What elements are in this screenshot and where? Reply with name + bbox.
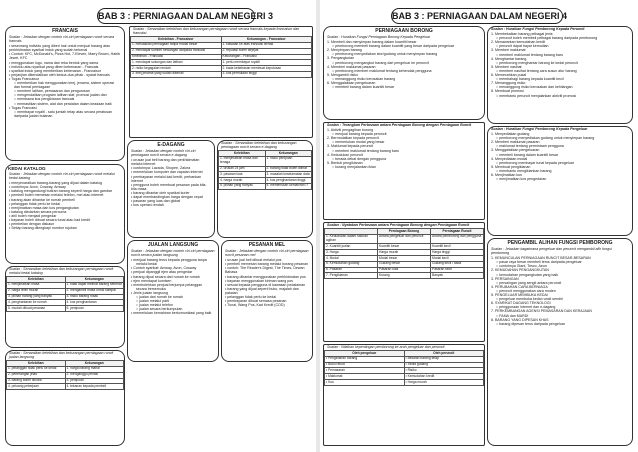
table	[6, 360, 124, 390]
section-heading: PESANAN MEL	[248, 242, 286, 248]
table-cell: 2. menganggu privasi	[65, 372, 124, 378]
list-item: ○ persaingan yang sengit antara peruncit	[496, 280, 562, 285]
table-row	[325, 234, 484, 244]
list-item: • contoh: The Reader's Digest, The Times, Dewan Bahasa	[225, 266, 305, 275]
list-item: ○ membantu mengiklankan barang	[496, 168, 552, 173]
table-cell: 3. pilihan barang yang banyak	[7, 294, 66, 300]
list-item: • dapat membandingkan harga dengan cepat	[131, 195, 203, 200]
list-item: • katalog diedarkan secara percuma	[9, 209, 67, 214]
question-text: Soalan : Huraikan Fungsi Perniagaan Borong Kepada Pengeluar	[327, 35, 431, 39]
table-cell: 2. risiko kegagalan rendah	[131, 66, 222, 72]
table-cell: 3. Harga	[325, 250, 378, 256]
question-text: Soalan : Terangkan Perbezaan antara Perniagaan Borong dengan Perniagaan Runcit	[327, 123, 472, 127]
list-item: 6. Memecahkan pukal	[491, 73, 527, 78]
table-cell: • Pemasaran	[325, 368, 405, 374]
list-item: 1. Membekalkan barang pelbagai jenis	[491, 32, 553, 37]
list-item: 7. PERKEMBANGAN AGENSI PEMASARAN DAN KERAJAAN	[491, 309, 592, 314]
list-item: • bayaran boleh dibuat secara tunai atau kad kredit	[9, 218, 90, 223]
table-cell: 5. pilihan yang banyak	[219, 183, 266, 189]
list-item: ○ jualan melalui telefon	[136, 303, 173, 308]
table-cell: Pasaran kecil	[431, 267, 484, 273]
list-item: • kos operasi rendah	[131, 203, 164, 208]
page-title: BAB 3 : PERNIAGAAN DALAM NEGERI 4	[391, 8, 563, 24]
list-item: ○ barang dipesan terus daripada pengeluar	[496, 321, 565, 326]
list-item: ○ pemborong mengangkut barang dari pengeluar ke peruncit	[332, 60, 429, 65]
pesanan-mel-box	[221, 240, 313, 362]
question-text: Soalan : Jelaskan dengan contoh ciri-ciri perniagaan runcit melalui kedai katalog	[9, 172, 115, 181]
list-item: • barang akan dihantar ke rumah pembeli	[9, 197, 75, 202]
table-cell: 2. penerangan jelas	[7, 372, 66, 378]
table-cell: Antara pemborong dan pengguna	[431, 234, 484, 244]
list-item: 5. Mengambil risiko	[327, 72, 358, 77]
list-item: • pelanggan tidak perlu ke kedai	[225, 295, 277, 300]
list-item: 6. Menggalakkan pengeluaran	[327, 81, 376, 86]
katalog-box	[5, 164, 125, 264]
list-item: 2. Bermodalkan kepada peruncit	[327, 136, 379, 141]
question-text: Soalan : Jelaskan dengan contoh ciri-ciri perniagaan runcit secara jualan langsung	[131, 249, 215, 258]
list-item: ○ mengendalikan program latihan staf, promosi jualan dan	[14, 93, 107, 98]
perniagaan-borong-box	[323, 26, 485, 120]
column-header: Kekurangan	[65, 277, 124, 283]
table-cell: • Kemudahan kredit	[404, 374, 484, 380]
list-item: 4. Menghantar barang	[491, 56, 527, 61]
question-text: Soalan : Jelaskan dengan contoh ciri-ciri perniagaan runcit secara e-dagang	[131, 149, 196, 158]
table-cell: Kekurangan - Francaisi	[221, 54, 312, 60]
list-item: • pengguna boleh membuat pesanan pada bila-bila masa	[131, 182, 207, 191]
column-header: Oleh pengeluar	[325, 351, 405, 357]
katalog-table-box	[5, 266, 125, 348]
table-cell: 2. reputasi boleh terjejas	[221, 48, 312, 54]
question-text: Soalan : Senaraikan kelebihan dan kekurangan perniagaan runcit secara e-dagang	[221, 141, 297, 150]
bullet-list	[488, 32, 632, 98]
table-cell: • Bekalan barang tetap	[404, 356, 484, 362]
list-item: ○ jualan dari rumah ke rumah	[136, 295, 183, 300]
list-item: • barang dihantar oleh syarikat kurier	[131, 190, 190, 195]
table-cell: 3. imej jenama yang sudah dikenali	[131, 71, 222, 77]
list-item: ○ menanggung risiko kerosakan barang	[332, 76, 396, 81]
table-cell: 2. harga lebih murah	[7, 288, 66, 294]
table-cell: 5. mudah dibuat pesanan	[7, 306, 66, 312]
table-cell: 1. menjimatkan masa	[7, 282, 66, 288]
perbezaan-table-box	[323, 222, 485, 342]
table-cell: • Harga murah	[404, 380, 484, 386]
list-item: • ejen mendapat komisen	[131, 278, 172, 283]
fungsi-peruncit-box	[487, 26, 633, 124]
table-cell: 2. barang tidak boleh dilihat	[265, 166, 312, 172]
table-cell: 4. kos penghantaran tinggi	[265, 178, 312, 184]
bullet-list	[128, 158, 214, 207]
comparison-table	[324, 228, 484, 279]
table-cell: Harga tinggi	[431, 250, 484, 256]
list-item: ○ penggunaan internet dan e-dagang	[496, 305, 556, 310]
list-item: • barang dihantar menggunakan perkhidmatan pos	[225, 274, 306, 279]
bullet-list	[324, 40, 484, 89]
column-header: Perniagaan Borong	[378, 229, 431, 235]
bullet-list	[222, 258, 312, 307]
table-cell: • Buku rekod	[325, 362, 405, 368]
list-item: 4. Menyediakan modal	[491, 156, 528, 161]
list-item: • pelanggan tidak perlu ke kedai	[9, 201, 61, 206]
column-header: Kelebihan	[7, 361, 66, 367]
francais-box	[5, 26, 125, 161]
question-text: Soalan : Nilaikan kepentingan pemborong ke arah pengeluar dan peruncit	[327, 345, 445, 349]
list-item: • pembayaran melalui kad kredit, perbankan internet	[131, 174, 202, 183]
page-bab3-4	[321, 4, 633, 448]
list-item: ○ FAMA dan MARDI	[496, 313, 529, 318]
list-item: 8. BARANG YANG DIPESAN KHAS	[491, 317, 549, 322]
table-cell: 2. mengambil masa untuk sampai	[65, 288, 124, 294]
list-item: • syarikat induk yang memberikan kebenaran - Francaisor	[9, 68, 101, 73]
list-item: • Tugas Francaisor	[9, 76, 40, 81]
section-heading: E-DAGANG	[157, 142, 185, 148]
table-cell: Harga murah	[378, 250, 431, 256]
table-cell: • Risiko	[404, 368, 484, 374]
list-item: 2. KEMUDAHAN PENGANGKUTAN	[491, 268, 549, 273]
list-item: • Tugas Francaisi	[9, 105, 37, 110]
list-item: ○ membeli barang dalam kuantiti besar	[496, 152, 559, 157]
table-cell: • Pengedaran barang	[325, 356, 405, 362]
table-cell: 1. risiko penipuan	[265, 156, 312, 166]
list-item: daripada jualan bulanan	[14, 113, 53, 118]
column-header: Perniagaan Runcit	[431, 229, 484, 235]
list-item: 3. Menggalakkan pengeluaran	[491, 148, 540, 153]
list-item: ○ pasar raya besar membeli terus daripada pengeluar	[496, 260, 582, 265]
list-item: ○ membeli barang dalam kuantiti besar	[332, 85, 395, 90]
table-cell: 4. tekanan kepada pembeli	[65, 384, 124, 390]
table-cell: 4. penghantaran ke rumah	[7, 300, 66, 306]
table-cell: 5. Kemudahan gudang	[325, 261, 378, 267]
table-cell: Pasaran luas	[378, 267, 431, 273]
list-item: 5. PENGELUAR MEMBUKA KEDAI	[491, 293, 548, 298]
list-item: • perjanjian dikendalikan oleh kedua-dua pihak - syarat francais	[9, 72, 110, 77]
question-text: Soalan : Jelaskan dengan contoh ciri-ciri perniagaan runcit pesanan mel	[225, 249, 309, 258]
table-cell: 1. tidak dapat melihat barang sebenar	[66, 282, 122, 287]
list-item: ○ jualan secara berkumpulan	[136, 307, 183, 312]
list-item: • ahli boleh menjadi pengedar	[9, 213, 57, 218]
list-item: 2. Memberi maklumat pasaran	[491, 140, 540, 145]
list-item: ○ peruncit boleh membeli pelbagai barang daripada pemborong	[496, 36, 598, 41]
list-item: ○ pemborong membayar tunai kepada pengeluar	[496, 160, 574, 165]
list-item: ○ memastikan sistem, alat dan peralatan dalam keadaan baik	[14, 101, 112, 106]
list-item: ○ memerlukan modal yang besar	[332, 140, 385, 145]
table-cell: 2. urusan 24 jam	[219, 166, 266, 172]
table-cell: Kuantiti besar	[378, 244, 431, 250]
list-item: ○ memberi maklumat tentang barang baru	[332, 148, 400, 153]
table-cell: 1. pelanggan tidak perlu ke kedai	[7, 366, 66, 372]
list-item: • membolehkan penjual berjumpa pelanggan	[131, 282, 203, 287]
column-header: Kekurangan - Francaisor	[221, 37, 312, 43]
list-item: ○ menjual barang kepada peruncit	[332, 132, 387, 137]
list-item: • seseorang individu yang diberi hak untuk menjual barang atau	[9, 44, 111, 49]
question-text: Soalan : Jelaskan bagaimana pengeluar dan peruncit mengambil alih fungsi pemborong	[491, 247, 612, 256]
list-item: 5. Membuat pengiklanan	[491, 164, 531, 169]
list-item: 8. Membuat promosi	[491, 89, 524, 94]
table-row	[219, 183, 312, 189]
table-cell: Antara pengeluar dan peruncit	[378, 234, 431, 244]
list-item: • Tunai, Wang Pos, Kad Kredit (COD)	[225, 303, 285, 308]
list-item: 4. Memberi maklumat pasaran	[327, 64, 376, 69]
column-header: Kelebihan	[7, 277, 66, 283]
list-item: • contohnya: Lazada, Shopee, Zalora	[131, 166, 191, 171]
table-row	[325, 380, 484, 386]
fungsi-pengeluar-box	[487, 126, 633, 236]
list-item: ○ kurang menjalankan iklan	[332, 164, 376, 169]
list-item: ○ maklumat tentang permintaan pengguna	[496, 144, 564, 149]
table	[324, 350, 484, 386]
table-cell: 6. Pasaran	[325, 267, 378, 273]
table-cell: 1. perlu membayar royalti	[221, 60, 312, 66]
edagang-box	[127, 140, 215, 238]
list-item: 3. PERSAINGAN	[491, 276, 519, 281]
table-cell: 3. barang boleh dicuba	[7, 378, 66, 384]
francais-table-box	[129, 26, 313, 138]
list-item: ○ menanggung risiko kerosakan dan kehilangan	[496, 85, 573, 90]
table-cell: 1. harga barang mahal	[65, 366, 124, 372]
list-item: 3. Pengangkutan	[327, 56, 355, 61]
question-text: Soalan : Nyatakan Perbezaan antara Perniagaan Borong dengan Perniagaan Runcit	[327, 223, 470, 227]
list-item: ○ pemborong menyediakan gudang untuk menyimpan barang	[496, 136, 595, 141]
table-cell: Modal besar	[378, 256, 431, 262]
list-item: perkhidmatan syarikat induk yang sudah terkenal	[9, 48, 88, 53]
table-cell: 7. Pengiklanan	[325, 273, 378, 279]
perbezaan-box	[323, 122, 485, 220]
bullet-list	[488, 256, 632, 326]
question-text: Soalan : Senaraikan kelebihan dan kekurangan perniagaan runcit secara francais kepada francaisor dan francaisi	[133, 27, 300, 36]
section-heading: PERNIAGAAN BORONG	[375, 28, 433, 34]
pros-cons-table	[6, 276, 124, 312]
kepentingan-box	[323, 344, 485, 446]
table	[324, 228, 484, 279]
section-heading: FRANCAIS	[52, 28, 78, 34]
table-cell: • Kos	[325, 380, 405, 386]
list-item: • Contoh: KFC, McDonald's, Pizza Hut, 7-Eleven, Marry Brown, Habib Jewel, KFC	[9, 52, 120, 61]
table-cell: 1. meluaskan perniagaan tanpa modal besar	[131, 42, 222, 48]
list-item: 1. KEMUNCULAN PERNIAGAAN RUNCIT BESAR-BESARAN	[491, 256, 591, 261]
table	[6, 276, 124, 312]
table-cell: 1. kawalan ke atas francaisi terhad	[221, 42, 312, 48]
list-item: ○ membayar royalti - satu jumlah tetap atau secara peratusan	[14, 109, 113, 114]
list-item: ○ contohnya Giant, Tesco, Aeon	[496, 264, 547, 269]
table	[130, 36, 312, 78]
list-item: ○ menjimatkan kos pengedaran	[496, 177, 547, 182]
list-item: • pembeli memesan barang melalui borang pesanan	[225, 262, 309, 267]
jualan-langsung-table-box	[5, 350, 125, 446]
list-item: 4. PERUBAHAN CARA BERNIAGA	[491, 284, 548, 289]
table-cell: 1. menjimatkan masa dan tenaga	[219, 156, 266, 166]
list-item: ○ memberi maklumat tentang barang baru	[496, 52, 564, 57]
table-row	[325, 273, 484, 279]
list-item: • Setiap barang dilengkapi nombor rujukan	[9, 226, 77, 231]
table-cell: 4. peluang pekerjaan	[7, 384, 66, 390]
table-cell: Kurang	[378, 273, 431, 279]
table-cell: • Sedia gudang	[404, 362, 484, 368]
list-item: • contohnya: Avon, Cosway, Amway	[9, 185, 66, 190]
list-item: • barang yang dijual seperti buku, majalah dan pakaian	[225, 286, 299, 295]
table-cell: 4. harga murah	[219, 178, 266, 184]
table-row	[219, 156, 312, 166]
table-cell: 5. memerlukan kemahiran IT	[265, 183, 312, 189]
table-cell: 2. tiada kebebasan membuat keputusan	[221, 66, 312, 72]
list-item: 5. Bentuk pengiklanan	[327, 160, 363, 165]
list-item: • memerlukan komputer dan capaian internet	[131, 170, 203, 175]
list-item: • menjimatkan masa dan kos pengangkutan	[9, 205, 79, 210]
jualan-langsung-box	[127, 240, 219, 362]
column-header: Kekurangan	[265, 151, 312, 157]
list-item: ○ membantu peruncit menjalankan aktiviti promosi	[496, 93, 577, 98]
list-item: ○ berada dekat dengan pengguna	[332, 156, 387, 161]
list-item: 5. Memberi nasihat	[491, 64, 522, 69]
column-header: Kelebihan	[219, 151, 266, 157]
list-item: • penjual dipanggil ejen atau pengedar	[131, 270, 193, 275]
section-heading: PENGAMBIL ALIHAN FUNGSI PEMBORONG	[507, 240, 613, 246]
list-item: ○ pemborong membeli barang dalam kuantiti yang besar daripada pengeluar	[332, 44, 455, 49]
list-item: ○ membawa kos pengiklanan francais	[14, 97, 75, 102]
list-item: • memerlukan kemahiran berkomunikasi yang baik	[131, 311, 212, 316]
table	[218, 150, 312, 190]
list-item: ○ pemborong menyediakan stor/gudang untuk menyimpan barang	[332, 52, 438, 57]
list-item: 1. Membeli dan menyimpan barang dalam kuantiti besar	[327, 40, 417, 45]
table-cell: 3. risiko barang rosak	[65, 294, 124, 300]
table-row	[131, 71, 312, 77]
table-row	[7, 306, 124, 312]
pros-cons-table	[6, 360, 124, 390]
list-item: dan format perniagaan	[14, 85, 51, 90]
bullet-list	[488, 132, 632, 181]
table-cell: 2. mendapat sumber kewangan daripada francaisi	[131, 48, 222, 54]
list-item: 3. Memberi maklumat	[491, 48, 526, 53]
list-item: ○ kemudahan pengangkutan yang baik	[496, 272, 559, 277]
column-header: Kekurangan	[65, 361, 124, 367]
question-text: Soalan : Senaraikan kelebihan dan kekurangan perniagaan runcit jualan langsung	[9, 351, 114, 360]
pros-cons-table	[218, 150, 312, 190]
list-item: • pembelian dengan diskaun	[9, 222, 55, 227]
table-cell: Modal kecil	[431, 256, 484, 262]
list-item: • menjual barang terus kepada pengguna tanpa	[131, 258, 207, 263]
list-item: ○ jualan melalui parti	[136, 299, 170, 304]
list-item: • Jenis jualan langsung	[131, 290, 168, 295]
table-cell: 1. Kedudukan dalam saluran agihan	[325, 234, 378, 244]
list-item: • barang dijual secara dari rumah ke rumah	[131, 274, 200, 279]
list-item: • pembeli boleh memesan melalui telefon, mel atau internet	[9, 193, 104, 198]
table-cell: 3. pasaran luas	[219, 172, 266, 178]
bullet-list	[324, 128, 484, 169]
page-title: BAB 3 : PERNIAGAAN DALAM NEGERI 3	[97, 8, 255, 24]
list-item: 6. SYARIKAT DAGANG TEKNOLOGI	[491, 301, 551, 306]
list-item: • katalog mengandungi butiran barang seperti harga dan gambar	[9, 189, 112, 194]
list-item: ○ memberi latihan, pemasaran dan pengurusan	[14, 89, 90, 94]
page-gutter	[316, 0, 320, 452]
list-item: ○ peruncit menggunakan cara moden	[496, 288, 556, 293]
table-cell: 3. penipuan	[65, 378, 124, 384]
section-heading: JUALAN LANGSUNG	[147, 242, 199, 248]
list-item: ○ peruncit dapat bayar kemudian	[496, 44, 549, 49]
list-item: • urusan jual beli barang dan perkhidmatan melalui internet	[131, 158, 200, 167]
table-cell: Kelebihan - Francaisi	[131, 54, 222, 60]
table-cell: Kuantiti kecil	[431, 244, 484, 250]
column-header: Oleh peruncit	[404, 351, 484, 357]
list-item: ○ memberi nasihat tentang cara susun atur barang	[496, 68, 577, 73]
list-item: • sesuai kepada pengguna di kawasan pedalaman	[225, 282, 306, 287]
question-text: Soalan : Huraikan Fungsi Pemborong Kepada Peruncit	[491, 27, 585, 31]
list-item: melalui kedai	[136, 262, 157, 267]
table-cell: • Maklumat	[325, 374, 405, 380]
bullet-list	[128, 258, 218, 315]
question-text: Soalan : Huraikan Fungsi Pemborong Kepada Pengeluar	[491, 127, 588, 131]
table-row	[7, 384, 124, 390]
list-item: 2. Menyimpan barang	[327, 48, 362, 53]
list-item: • individu atau syarikat yang diberi kebenaran - Francais	[9, 64, 99, 69]
list-item: 3. Maklumat kepada peruncit	[327, 144, 374, 149]
pros-cons-table	[324, 350, 484, 386]
bullet-list	[6, 44, 124, 118]
table-cell: Gudang kecil / tiada	[431, 261, 484, 267]
column-header: Kelebihan - Francaisor	[131, 37, 222, 43]
table-cell: 5. penipuan	[65, 306, 124, 312]
list-item: • pasaran yang luas dan global	[131, 199, 181, 204]
list-item: 1. Menyediakan gudang	[491, 132, 530, 137]
list-item: 6. Menjimatkan kos	[491, 173, 522, 178]
question-text: Soalan : Jelaskan dengan contoh ciri-ciri perniagaan runcit secara francais	[9, 35, 115, 44]
list-item: ○ pemborong memberi maklumat tentang kehendak pengguna	[332, 68, 432, 73]
table-cell: Gudang besar	[378, 261, 431, 267]
table-cell: Banyak	[431, 273, 484, 279]
list-item: ○ memberikan hak menggunakan imej, jenama, sistem operasi	[14, 81, 115, 86]
list-item: ○ membahagi barang kepada kuantiti kecil	[496, 77, 564, 82]
list-item: • bayaran menggunakan kiriman wang pos	[225, 278, 293, 283]
pros-cons-table	[130, 36, 312, 78]
question-text: Soalan : Senaraikan kelebihan dan kekurangan perniagaan runcit melalui kedai katalog	[9, 267, 114, 276]
list-item: ○ pengeluar membuka kedai runcit sendiri	[496, 297, 563, 302]
list-item: • Contoh syarikat: Amway, Avon, Cosway	[131, 266, 197, 271]
bullet-list	[6, 181, 124, 230]
list-item: 1. Aktiviti pengagihan borong	[327, 128, 374, 133]
table-cell: 4. kos penghantaran	[65, 300, 124, 306]
list-item: secara bersemuka	[136, 286, 166, 291]
list-item: 2. Menawarkan kemudahan kredit	[491, 40, 546, 45]
list-item: • urusan jual beli dibuat melalui pos	[225, 258, 282, 263]
table-cell: 4. Modal	[325, 256, 378, 262]
page-bab3-3	[3, 4, 315, 448]
list-item: • pembayaran dibuat semasa pesanan	[225, 299, 287, 304]
section-heading: KEDAI KATALOG	[8, 166, 46, 171]
pengambilan-alihan-box	[487, 238, 633, 446]
list-item: • menyenaraikan barang-barang yang dijual dalam katalog	[9, 181, 102, 186]
list-item: ○ pemborong menghantar barang ke kedai peruncit	[496, 60, 578, 65]
list-item: 7. Menanggung risiko	[491, 81, 526, 86]
table-cell: 1. mendapat sokongan dan latihan	[131, 60, 222, 66]
list-item: • menggunakan logo, nama dan reka bentuk yang sama	[9, 60, 99, 65]
table-cell: 2. Kuantiti jualan	[325, 244, 378, 250]
table-cell: 3. masalah keselamatan data	[266, 171, 310, 176]
edagang-table-box	[217, 140, 313, 238]
list-item: 4. Kedudukan peruncit	[327, 152, 363, 157]
table-cell: 3. kos permulaan tinggi	[221, 71, 312, 77]
